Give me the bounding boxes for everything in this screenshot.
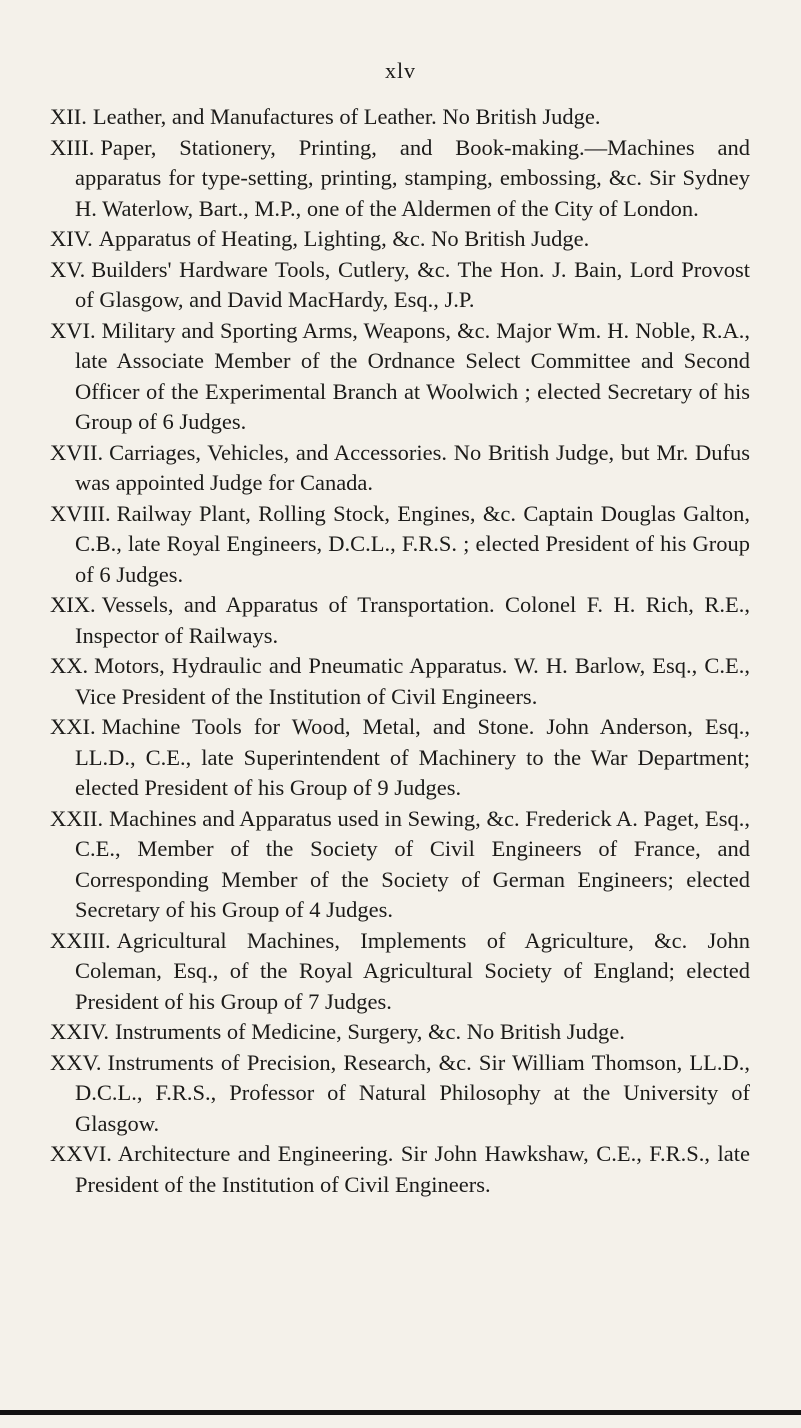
entry-number: XVI. [50, 317, 96, 343]
list-item [50, 590, 750, 651]
entry-text: Instruments of Precision, Research, &c. Sir William Thomson, LL.D., D.C.L., F.R.S., Professor of Natural Philosophy at the University of Glasgow. [75, 1049, 750, 1136]
list-item [50, 712, 750, 804]
entry-text: Apparatus of Heating, Lighting, &c. No British Judge. [98, 226, 590, 251]
page-bottom-border [0, 1410, 801, 1415]
entry-number: XXV. [50, 1049, 102, 1075]
entry-number: XXI. [50, 714, 96, 739]
list-item [50, 133, 750, 225]
list-item [50, 926, 750, 1018]
list-item [50, 1017, 750, 1048]
entry-text: Agricultural Machines, Implements of Agriculture, &c. John Coleman, Esq., of the Royal Agricultural Society of England; elected President of his Group of 7 Judges. [75, 927, 750, 1014]
list-item [50, 651, 750, 712]
entry-number: XX. [50, 653, 89, 678]
entry-number: XIX. [50, 592, 96, 617]
entry-text: Paper, Stationery, Printing, and Book-making.—Machines and apparatus for type-setting, printing, stamping, embossing, &c. Sir Sydney H. Waterlow, Bart., M.P., one of the Aldermen of the City of London. [75, 134, 750, 221]
list-item [50, 1139, 750, 1200]
entry-number: XVIII. [50, 500, 111, 526]
list-item [50, 499, 750, 591]
entry-number: XIV. [50, 226, 93, 251]
entry-text: Machine Tools for Wood, Metal, and Stone. John Anderson, Esq., LL.D., C.E., late Superintendent of Machinery to the War Department; elected President of his Group of 9 Judges. [75, 714, 750, 800]
entry-number: XVII. [50, 439, 104, 465]
entry-number: XII. [50, 104, 87, 129]
list-item [50, 224, 750, 255]
judges-list [50, 102, 750, 1200]
entry-number: XIII. [50, 134, 95, 160]
page-number: xlv [384, 58, 417, 83]
entry-number: XXIII. [50, 927, 111, 953]
entry-text: Machines and Apparatus used in Sewing, &c. Frederick A. Paget, Esq., C.E., Member of the Society of Civil Engineers of France, and Corresponding Member of the Society of German Engineers; elected Secretary of his Group of 4 Judges. [75, 805, 750, 922]
list-item [50, 316, 750, 438]
entry-text: Vessels, and Apparatus of Transportation. Colonel F. H. Rich, R.E., Inspector of Railways. [75, 592, 750, 648]
list-item [50, 102, 750, 133]
entry-number: XXII. [50, 805, 104, 831]
entry-number: XV. [50, 256, 86, 282]
entry-number: XXIV. [50, 1019, 109, 1044]
list-item [50, 804, 750, 926]
entry-text: Railway Plant, Rolling Stock, Engines, &c. Captain Douglas Galton, C.B., late Royal Engineers, D.C.L., F.R.S. ; elected President of his Group of 6 Judges. [75, 500, 750, 587]
entry-text: Instruments of Medicine, Surgery, &c. No British Judge. [114, 1019, 625, 1044]
entry-text: Motors, Hydraulic and Pneumatic Apparatus. W. H. Barlow, Esq., C.E., Vice President of the Institution of Civil Engineers. [75, 653, 750, 709]
list-item [50, 438, 750, 499]
list-item [50, 1048, 750, 1140]
entry-text: Builders' Hardware Tools, Cutlery, &c. The Hon. J. Bain, Lord Provost of Glasgow, and David MacHardy, Esq., J.P. [75, 256, 750, 312]
entry-text: Carriages, Vehicles, and Accessories. No British Judge, but Mr. Dufus was appointed Judge for Canada. [75, 439, 750, 495]
list-item [50, 255, 750, 316]
entry-text: Military and Sporting Arms, Weapons, &c. Major Wm. H. Noble, R.A., late Associate Member of the Ordnance Select Committee and Second Officer of the Experimental Branch at Woolwich ; elected Secretary of his Group of 6 Judges. [75, 317, 750, 434]
entry-number: XXVI. [50, 1141, 112, 1166]
entry-text: Leather, and Manufactures of Leather. No British Judge. [92, 104, 601, 129]
entry-text: Architecture and Engineering. Sir John Hawkshaw, C.E., F.R.S., late President of the Institution of Civil Engineers. [75, 1141, 750, 1197]
